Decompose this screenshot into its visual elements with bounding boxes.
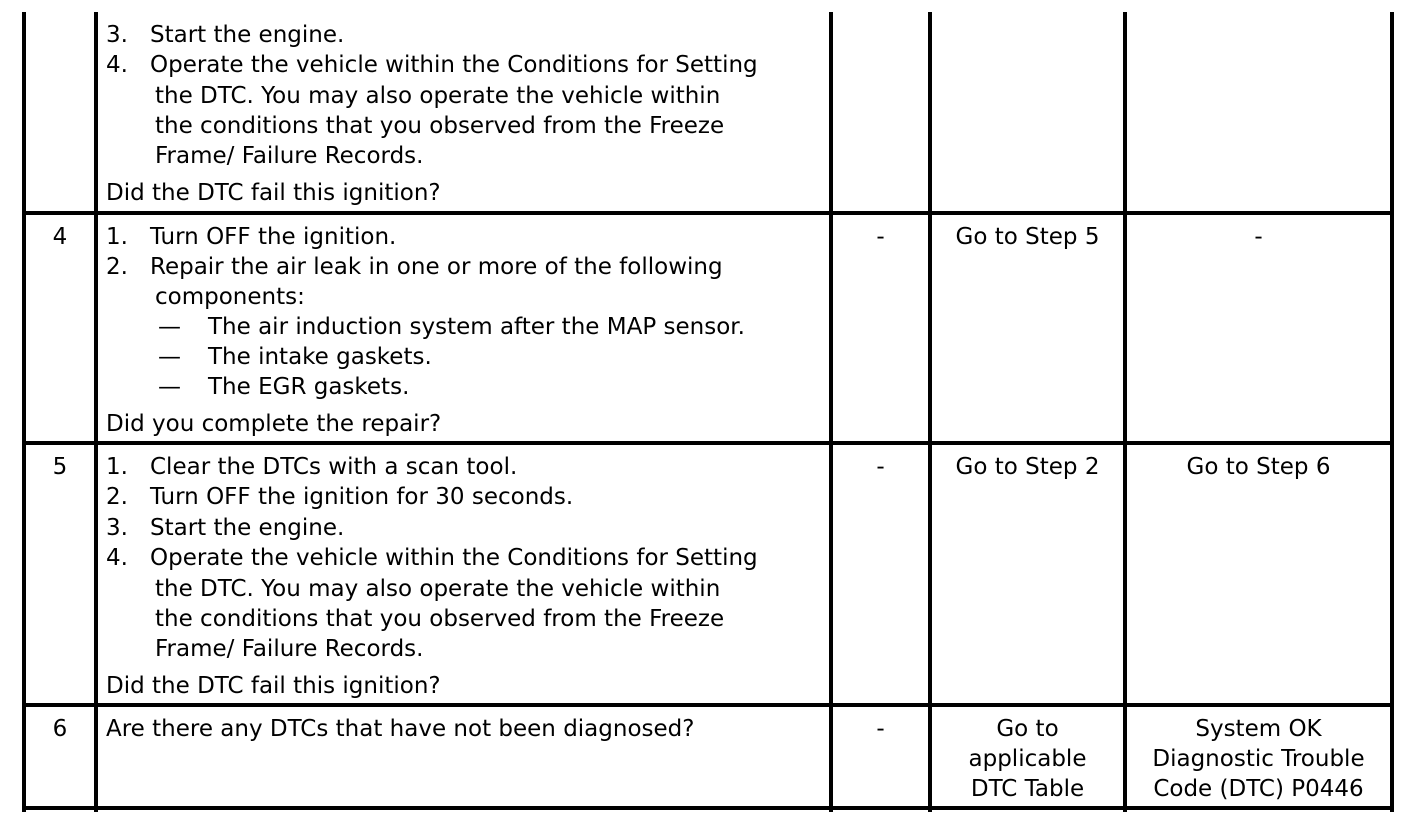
- yes-cell-line: DTC Table: [970, 776, 1085, 802]
- list-number: 1.: [106, 224, 128, 250]
- step-number: 6: [52, 716, 68, 742]
- sub-item-text: The air induction system after the MAP sensor.: [208, 314, 745, 340]
- list-number: 4.: [106, 545, 128, 571]
- list-item-continuation: the DTC. You may also operate the vehicle within: [155, 576, 721, 602]
- list-item-text: Turn OFF the ignition.: [150, 224, 397, 250]
- list-item-continuation: components:: [155, 284, 305, 310]
- step-question: Did the DTC fail this ignition?: [106, 673, 441, 699]
- list-item-text: Repair the air leak in one or more of the following: [150, 254, 723, 280]
- column-divider-step: [94, 12, 98, 812]
- yes-cell-line: applicable: [968, 746, 1087, 772]
- list-item-continuation: the conditions that you observed from the Freeze: [155, 113, 725, 139]
- step-question: Did the DTC fail this ignition?: [106, 180, 441, 206]
- list-item-continuation: Frame/ Failure Records.: [155, 143, 424, 169]
- list-number: 3.: [106, 22, 128, 48]
- step-number: 4: [52, 224, 68, 250]
- no-cell-line: System OK: [1195, 716, 1322, 742]
- list-item-continuation: the conditions that you observed from the Freeze: [155, 606, 725, 632]
- list-number: 4.: [106, 52, 128, 78]
- no-cell: -: [1254, 224, 1263, 250]
- sub-bullet: —: [158, 314, 181, 340]
- no-cell-line: Code (DTC) P0446: [1153, 776, 1364, 802]
- row-divider: [22, 211, 1394, 215]
- no-cell-line: Diagnostic Trouble: [1152, 746, 1365, 772]
- table-border-bottom: [22, 806, 1394, 810]
- list-item-text: Start the engine.: [150, 515, 345, 541]
- row-divider: [22, 441, 1394, 445]
- yes-cell[interactable]: Go to Step 2: [955, 454, 1100, 480]
- no-cell[interactable]: Go to Step 6: [1186, 454, 1331, 480]
- yes-cell[interactable]: Go to Step 5: [955, 224, 1100, 250]
- column-divider-value: [928, 12, 932, 812]
- sub-bullet: —: [158, 374, 181, 400]
- sub-item-text: The intake gaskets.: [208, 344, 432, 370]
- row-divider: [22, 703, 1394, 707]
- step-question: Are there any DTCs that have not been diagnosed?: [106, 716, 695, 742]
- list-number: 2.: [106, 484, 128, 510]
- yes-cell-line: Go to: [996, 716, 1059, 742]
- list-item-continuation: the DTC. You may also operate the vehicle within: [155, 83, 721, 109]
- sub-item-text: The EGR gaskets.: [208, 374, 410, 400]
- column-divider-yes: [1123, 12, 1127, 812]
- step-number: 5: [52, 454, 68, 480]
- value-cell: -: [876, 716, 885, 742]
- list-item-text: Clear the DTCs with a scan tool.: [150, 454, 518, 480]
- list-number: 3.: [106, 515, 128, 541]
- step-question: Did you complete the repair?: [106, 411, 442, 437]
- list-item-text: Operate the vehicle within the Conditions for Setting: [150, 545, 758, 571]
- table-border-left: [22, 12, 26, 812]
- list-item-continuation: Frame/ Failure Records.: [155, 636, 424, 662]
- list-number: 1.: [106, 454, 128, 480]
- list-item-text: Turn OFF the ignition for 30 seconds.: [150, 484, 574, 510]
- value-cell: -: [876, 224, 885, 250]
- list-number: 2.: [106, 254, 128, 280]
- column-divider-action: [829, 12, 833, 812]
- table-border-right: [1390, 12, 1394, 812]
- value-cell: -: [876, 454, 885, 480]
- list-item-text: Start the engine.: [150, 22, 345, 48]
- sub-bullet: —: [158, 344, 181, 370]
- list-item-text: Operate the vehicle within the Conditions for Setting: [150, 52, 758, 78]
